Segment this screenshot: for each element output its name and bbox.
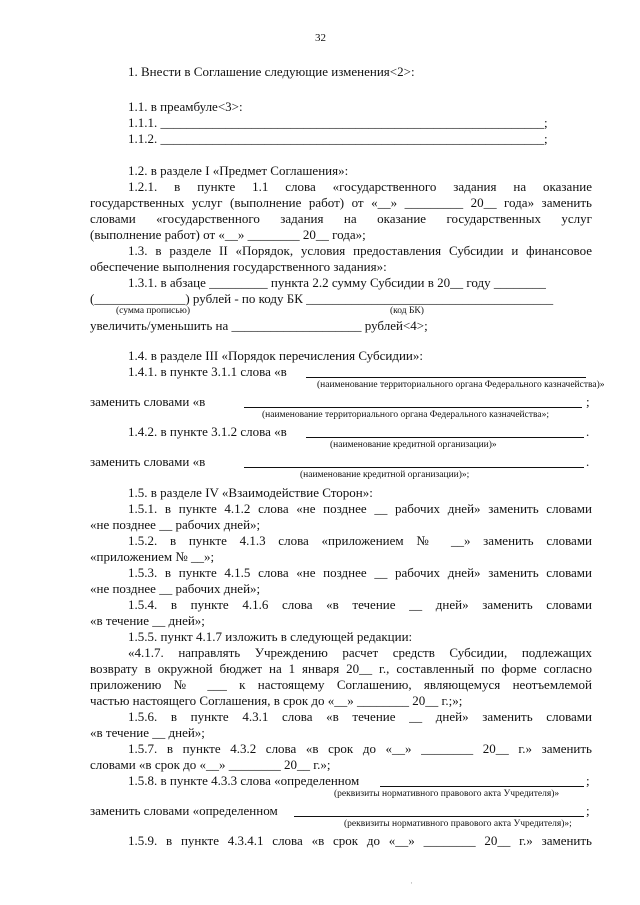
text-line: 1.1.2. ___________________________________________________________; xyxy=(128,131,548,146)
fill-line xyxy=(306,437,584,438)
text-line: 1.5. в разделе IV «Взаимодействие Сторон»: xyxy=(128,485,373,500)
text-line: ; xyxy=(586,803,590,818)
text-line: (выполнение работ) от «__» ________ 20__ года»; xyxy=(90,227,366,242)
text-line: 1.1.1. ___________________________________________________________; xyxy=(128,115,548,130)
text-line: «приложением № __»; xyxy=(90,549,215,564)
text-line: 1.4. в разделе III «Порядок перечисления Субсидии»: xyxy=(128,348,423,363)
text-line: 1.5.4. в пункте 4.1.6 слова «в течение __ дней» заменить словами xyxy=(128,597,592,612)
text-line: 1.1. в преамбуле<3>: xyxy=(128,99,243,114)
text-line: 1.5.5. пункт 4.1.7 изложить в следующей редакции: xyxy=(128,629,413,644)
caption: (наименование кредитной организации)»; xyxy=(300,470,470,480)
text-line: ; xyxy=(586,394,590,409)
text-line: 1. Внести в Соглашение следующие изменения<2>: xyxy=(128,64,415,79)
caption: (наименование территориального органа Федерального казначейства»; xyxy=(262,410,549,420)
caption: (реквизиты нормативного правового акта Учредителя)»; xyxy=(344,819,572,829)
text-line: 1.2. в разделе I «Предмет Соглашения»: xyxy=(128,163,349,178)
text-line: 1.4.2. в пункте 3.1.2 слова «в xyxy=(128,424,287,439)
text-line: словами «государственного задания на оказание государственных услуг xyxy=(90,211,592,226)
fill-line xyxy=(306,377,586,378)
caption: (код БК) xyxy=(390,306,424,316)
text-line: возврату в окружной бюджет на 1 января 20__ г., составленный по форме согласно xyxy=(90,661,592,676)
text-line: 1.5.2. в пункте 4.1.3 слова «приложением № __» заменить словами xyxy=(128,533,592,548)
text-line: «не позднее __ рабочих дней»; xyxy=(90,517,261,532)
text-line: 1.5.8. в пункте 4.3.3 слова «определенном xyxy=(128,773,360,788)
text-line: 1.5.3. в пункте 4.1.5 слова «не позднее __ рабочих дней» заменить словами xyxy=(128,565,592,580)
fill-line xyxy=(244,407,582,408)
text-line: частью настоящего Соглашения, в срок до «__» ________ 20__ г.;»; xyxy=(90,693,463,708)
text-line: 1.4.1. в пункте 3.1.1 слова «в xyxy=(128,364,287,379)
fill-line xyxy=(380,786,584,787)
text-line: 1.3.1. в абзаце _________ пункта 2.2 сумму Субсидии в 20__ году ________ xyxy=(128,275,546,290)
text-line: заменить словами «в xyxy=(90,454,206,469)
text-line: 1.5.6. в пункте 4.3.1 слова «в течение __ дней» заменить словами xyxy=(128,709,592,724)
text-line: словами «в срок до «__» ________ 20__ г.»; xyxy=(90,757,331,772)
text-line: «4.1.7. направлять Учреждению расчет средств Субсидии, подлежащих xyxy=(128,645,592,660)
scan-artifact: · xyxy=(410,878,414,888)
caption: (наименование кредитной организации)» xyxy=(330,440,497,450)
text-line: обеспечение выполнения государственного задания»: xyxy=(90,259,387,274)
fill-line xyxy=(294,816,584,817)
text-line: приложению № ___ к настоящему Соглашению, являющемуся неотъемлемой xyxy=(90,677,592,692)
caption: (наименование территориального органа Федерального казначейства)» xyxy=(317,380,605,390)
text-line: «в течение __ дней»; xyxy=(90,725,205,740)
text-line: «в течение __ дней»; xyxy=(90,613,205,628)
text-line: 1.5.9. в пункте 4.3.4.1 слова «в срок до «__» ________ 20__ г.» заменить xyxy=(128,833,592,848)
text-line: ; xyxy=(586,773,590,788)
text-line: заменить словами «в xyxy=(90,394,206,409)
text-line: 1.2.1. в пункте 1.1 слова «государственного задания на оказание xyxy=(128,179,592,194)
text-line: . xyxy=(586,424,590,439)
text-line: «не позднее __ рабочих дней»; xyxy=(90,581,261,596)
text-line: увеличить/уменьшить на ____________________ рублей<4>; xyxy=(90,318,428,333)
text-line: 1.5.7. в пункте 4.3.2 слова «в срок до «__» ________ 20__ г.» заменить xyxy=(128,741,592,756)
text-line: государственных услуг (выполнение работ) от «__» _________ 20__ года» заменить xyxy=(90,195,592,210)
text-line: заменить словами «определенном xyxy=(90,803,278,818)
caption: (реквизиты нормативного правового акта Учредителя)» xyxy=(334,789,560,799)
text-line: 1.3. в разделе II «Порядок, условия предоставления Субсидии и финансовое xyxy=(128,243,592,258)
text-line: (______________) рублей - по коду БК ______________________________________ xyxy=(90,291,554,306)
fill-line xyxy=(244,467,584,468)
text-line: . xyxy=(586,454,590,469)
page-number: 32 xyxy=(315,32,326,44)
text-line: 1.5.1. в пункте 4.1.2 слова «не позднее __ рабочих дней» заменить словами xyxy=(128,501,592,516)
caption: (сумма прописью) xyxy=(116,306,190,316)
